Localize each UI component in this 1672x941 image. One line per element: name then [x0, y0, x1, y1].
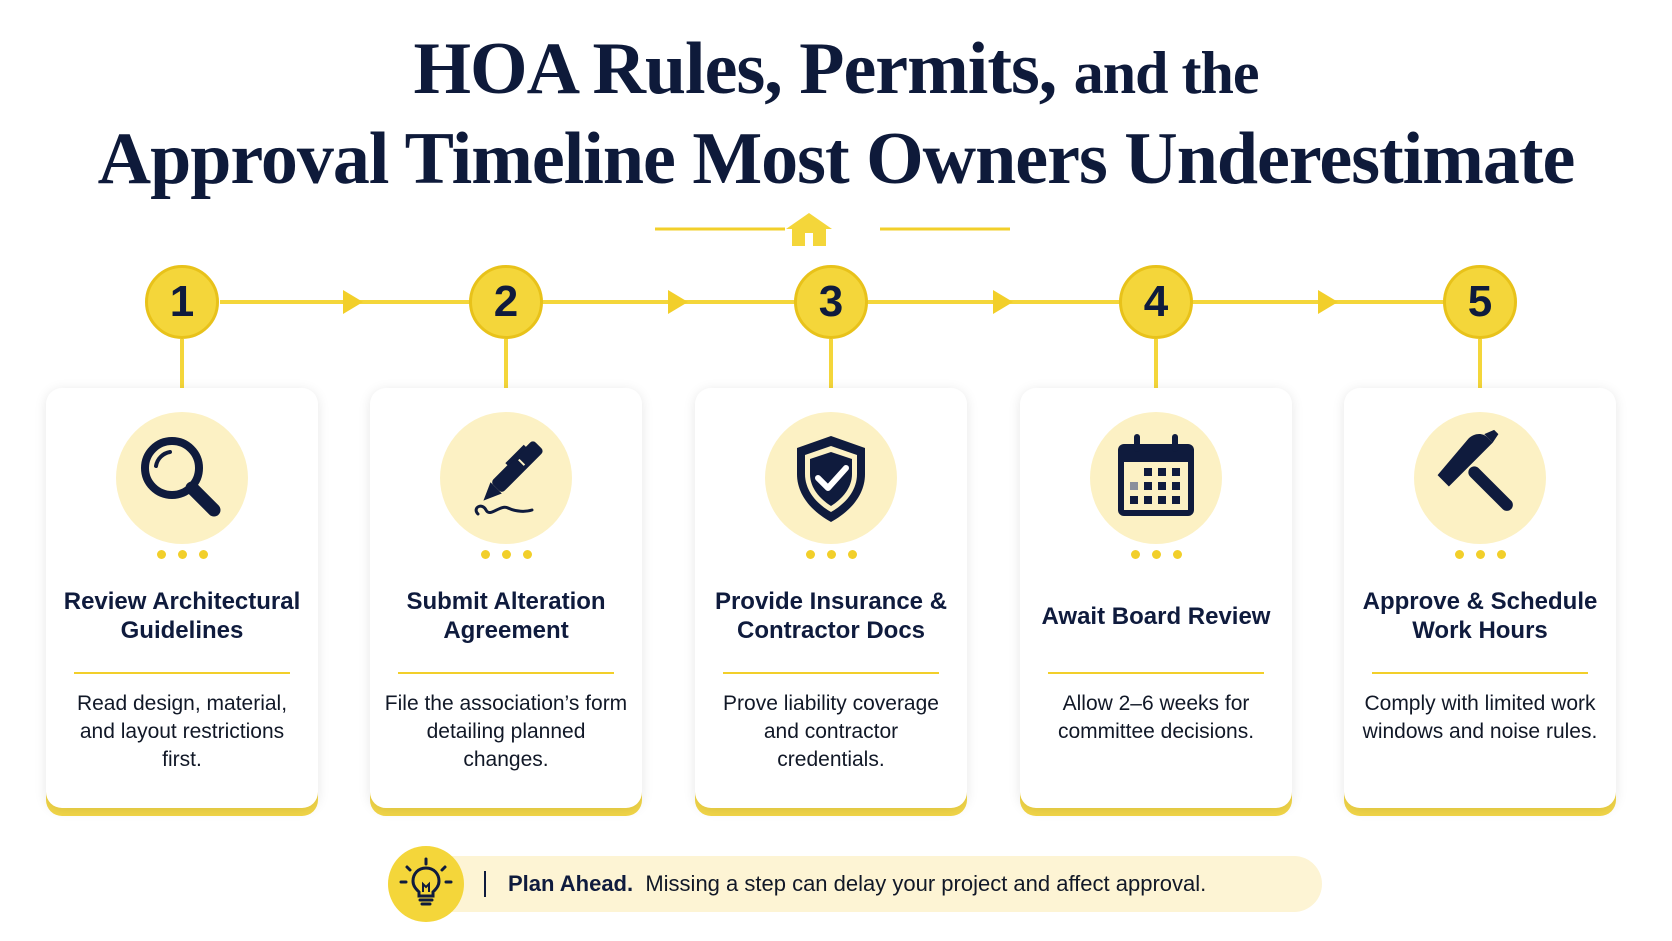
- step-card-2: [370, 388, 642, 808]
- step-card-3: [695, 388, 967, 808]
- step-title: Review Architectural Guidelines: [63, 588, 301, 644]
- hammer-icon: [1414, 412, 1546, 544]
- step-number-2: 2: [469, 265, 543, 339]
- page-title: [0, 26, 1672, 202]
- divider: [1048, 672, 1264, 674]
- shield-check-icon: [765, 412, 897, 544]
- tip-message: Missing a step can delay your project and affect approval.: [645, 871, 1207, 896]
- divider: [74, 672, 290, 674]
- step-number-1: 1: [145, 265, 219, 339]
- step-description: Allow 2–6 weeks for committee decisions.: [1057, 692, 1255, 743]
- house-icon: [786, 213, 832, 246]
- title-line1-main: HOA Rules, Permits,: [413, 28, 1057, 110]
- timeline-arrow-4: [1318, 290, 1338, 314]
- lightbulb-icon: [388, 846, 464, 922]
- title-line2: Approval Timeline Most Owners Underestimate: [97, 118, 1575, 200]
- divider: [1372, 672, 1588, 674]
- dots-divider: [1020, 546, 1292, 564]
- divider: [723, 672, 939, 674]
- step-card-1: [46, 388, 318, 808]
- tip-separator: [484, 871, 486, 897]
- calendar-icon: [1090, 412, 1222, 544]
- step-description: Read design, material, and layout restrictions first.: [76, 692, 288, 771]
- step-card-4: [1020, 388, 1292, 808]
- tip-label: Plan Ahead.: [508, 871, 634, 896]
- step-title: Approve & Schedule Work Hours: [1362, 588, 1598, 644]
- step-number-5: 5: [1443, 265, 1517, 339]
- timeline-arrow-3: [993, 290, 1013, 314]
- step-card-5: [1344, 388, 1616, 808]
- step-number-4: 4: [1119, 265, 1193, 339]
- pen-icon: [440, 412, 572, 544]
- timeline-arrow-1: [343, 290, 363, 314]
- divider: [398, 672, 614, 674]
- dots-divider: [695, 546, 967, 564]
- step-number-3: 3: [794, 265, 868, 339]
- step-title: Submit Alteration Agreement: [406, 588, 606, 644]
- dots-divider: [1344, 546, 1616, 564]
- step-title: Await Board Review: [1041, 602, 1271, 630]
- tip-text: [508, 868, 1206, 900]
- title-line1-tail: and the: [1073, 40, 1259, 106]
- timeline-arrow-2: [668, 290, 688, 314]
- step-description: Comply with limited work windows and noise rules.: [1362, 692, 1598, 743]
- magnifying-glass-icon: [116, 412, 248, 544]
- dots-divider: [46, 546, 318, 564]
- step-description: Prove liability coverage and contractor credentials.: [723, 692, 939, 771]
- dots-divider: [370, 546, 642, 564]
- step-description: File the association’s form detailing planned changes.: [384, 692, 628, 771]
- step-title: Provide Insurance & Contractor Docs: [714, 588, 948, 644]
